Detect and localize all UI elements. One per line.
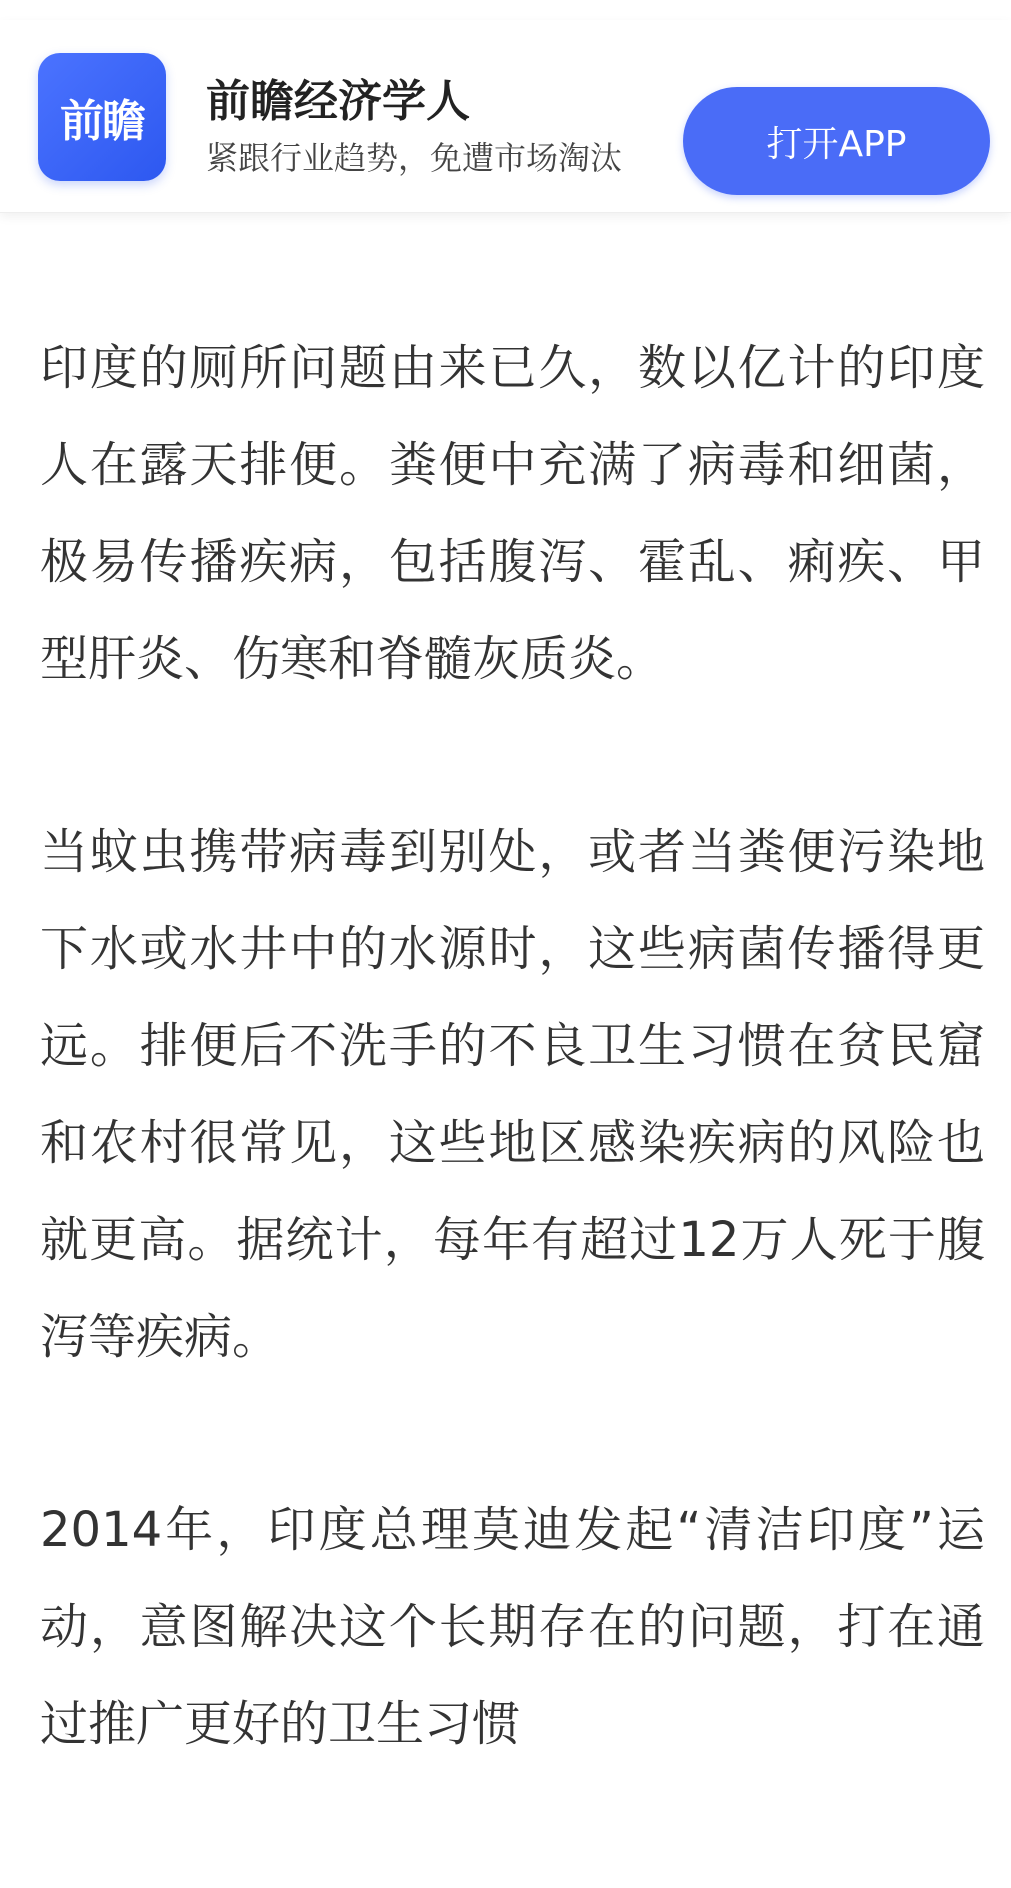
article-paragraph: 2014年，印度总理莫迪发起“清洁印度”运动，意图解决这个长期存在的问题，打在通过推广更好的卫生习惯 <box>40 1502 985 1752</box>
app-logo-text: 前瞻 <box>60 96 144 147</box>
article-paragraph: 印度的厕所问题由来已久，数以亿计的印度人在露天排便。粪便中充满了病毒和细菌，极易传播疾病，包括腹泻、霍乱、痢疾、甲型肝炎、伤寒和脊髓灰质炎。 <box>40 340 985 687</box>
app-slogan: 紧跟行业趋势，免遭市场淘汰 <box>206 139 623 177</box>
article-body <box>40 320 985 1869</box>
app-name: 前瞻经济学人 <box>206 76 470 127</box>
app-logo[interactable] <box>38 53 166 181</box>
status-strip <box>0 0 1011 20</box>
open-app-button[interactable]: 打开APP <box>683 87 990 195</box>
app-download-banner <box>0 20 1011 213</box>
article-paragraph: 当蚊虫携带病毒到别处，或者当粪便污染地下水或水井中的水源时，这些病菌传播得更远。排便后不洗手的不良卫生习惯在贫民窟和农村很常见，这些地区感染疾病的风险也就更高。据统计，每年有超过12万人死于腹泻等疾病。 <box>40 824 985 1365</box>
